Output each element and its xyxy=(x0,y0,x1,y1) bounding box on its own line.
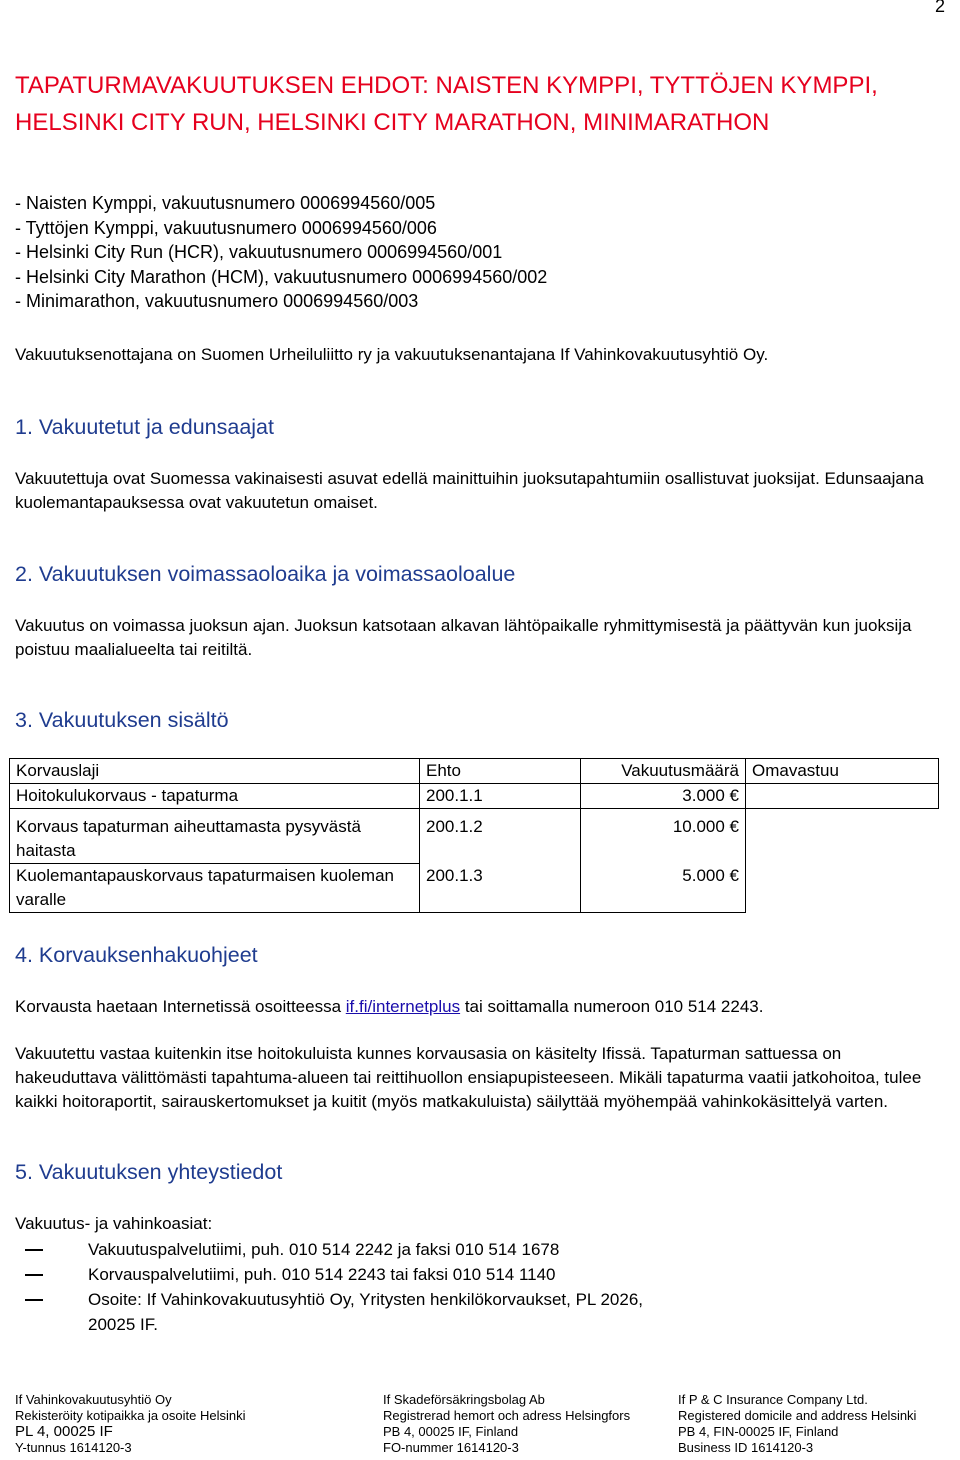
footer-line: PB 4, FIN-00025 IF, Finland xyxy=(678,1424,839,1439)
section-5-intro: Vakuutus- ja vahinkoasiat: xyxy=(15,1214,213,1233)
policy-item: - Helsinki City Marathon (HCM), vakuutusnumero 0006994560/002 xyxy=(15,266,548,287)
cell-amount: 3.000 € xyxy=(581,784,746,809)
coverage-table xyxy=(9,758,939,913)
footer-line: PL 4, 00025 IF xyxy=(15,1423,113,1440)
contact-text: Osoite: If Vahinkovakuutusyhtiö Oy, Yritysten henkilökorvaukset, PL 2026, 20025 IF. xyxy=(88,1290,643,1334)
dash-bullet-icon xyxy=(25,1274,43,1276)
section-2-heading: 2. Vakuutuksen voimassaoloaika ja voimassaoloalue xyxy=(15,562,516,586)
header-omavastuu: Omavastuu xyxy=(746,759,939,784)
section-3-heading: 3. Vakuutuksen sisältö xyxy=(15,708,229,732)
dash-bullet-icon xyxy=(25,1299,43,1301)
cell-type: Kuolemantapauskorvaus tapaturmaisen kuoleman varalle xyxy=(10,864,420,913)
header-vakuutusmaara: Vakuutusmäärä xyxy=(581,759,746,784)
footer-line: Y-tunnus 1614120-3 xyxy=(15,1440,132,1455)
cell-type: Korvaus tapaturman aiheuttamasta pysyvästä haitasta xyxy=(10,815,420,864)
cell-deductible xyxy=(746,784,939,809)
internetplus-link[interactable]: if.fi/internetplus xyxy=(345,997,461,1016)
section-2-text: Vakuutus on voimassa juoksun ajan. Juoksun katsotaan alkavan lähtöpaikalle ryhmittymisestä ja päättyvän kun juoksija poistuu maalialueelta tai reitiltä. xyxy=(15,616,912,659)
policy-item: - Tyttöjen Kymppi, vakuutusnumero 0006994560/006 xyxy=(15,217,437,238)
header-ehto: Ehto xyxy=(420,759,581,784)
page-number: 2 xyxy=(935,0,946,16)
table-row xyxy=(10,815,939,864)
cell-amount: 5.000 € xyxy=(581,864,746,913)
footer-column-sv xyxy=(383,1392,630,1456)
insurer-paragraph: Vakuutuksenottajana on Suomen Urheiluliitto ry ja vakuutuksenantajana If Vahinkovakuutusyhtiö Oy. xyxy=(15,345,769,364)
text: Korvausta haetaan Internetissä osoitteessa xyxy=(15,997,346,1016)
footer-line: If P & C Insurance Company Ltd. xyxy=(678,1392,868,1407)
contact-list xyxy=(15,1237,688,1337)
policy-item: - Minimarathon, vakuutusnumero 0006994560/003 xyxy=(15,291,419,312)
dash-bullet-icon xyxy=(25,1249,43,1251)
contact-text: Korvauspalvelutiimi, puh. 010 514 2243 tai faksi 010 514 1140 xyxy=(88,1265,556,1284)
footer-line: Rekisteröity kotipaikka ja osoite Helsinki xyxy=(15,1408,246,1423)
section-5-heading: 5. Vakuutuksen yhteystiedot xyxy=(15,1160,283,1184)
footer-line: Registered domicile and address Helsinki xyxy=(678,1408,917,1423)
cell-deductible xyxy=(746,864,939,913)
contact-text: Vakuutuspalvelutiimi, puh. 010 514 2242 ja faksi 010 514 1678 xyxy=(88,1240,560,1259)
list-item xyxy=(15,1287,688,1337)
section-4-paragraph-1 xyxy=(15,995,945,1019)
list-item xyxy=(15,1237,688,1262)
table-row xyxy=(10,864,939,913)
cell-term: 200.1.2 xyxy=(420,815,581,864)
footer-line: If Vahinkovakuutusyhtiö Oy xyxy=(15,1392,172,1407)
text: tai soittamalla numeroon 010 514 2243. xyxy=(460,997,764,1016)
footer-line: Business ID 1614120-3 xyxy=(678,1440,814,1455)
policy-item: - Naisten Kymppi, vakuutusnumero 0006994560/005 xyxy=(15,193,436,213)
footer-line: If Skadeförsäkringsbolag Ab xyxy=(383,1392,545,1407)
footer-line: Registrerad hemort och adress Helsingfors xyxy=(383,1408,631,1423)
cell-deductible xyxy=(746,815,939,864)
header-korvauslaji: Korvauslaji xyxy=(10,759,420,784)
cell-amount: 10.000 € xyxy=(581,815,746,864)
footer-line: FO-nummer 1614120-3 xyxy=(383,1440,519,1455)
cell-term: 200.1.1 xyxy=(420,784,581,809)
footer-column-en xyxy=(678,1392,916,1456)
policy-list xyxy=(15,191,547,314)
page-title: TAPATURMAVAKUUTUKSEN EHDOT: NAISTEN KYMPPI, TYTTÖJEN KYMPPI, HELSINKI CITY RUN, HELSINKI CITY MARATHON, MINIMARATHON xyxy=(15,72,878,136)
cell-type: Hoitokulukorvaus - tapaturma xyxy=(10,784,420,809)
section-4-heading: 4. Korvauksenhakuohjeet xyxy=(15,943,258,967)
policy-item: - Helsinki City Run (HCR), vakuutusnumero 0006994560/001 xyxy=(15,242,503,263)
list-item xyxy=(15,1262,688,1287)
footer-column-fi xyxy=(15,1392,245,1456)
section-1-heading: 1. Vakuutetut ja edunsaajat xyxy=(15,415,274,439)
cell-term: 200.1.3 xyxy=(420,864,581,913)
section-4-paragraph-2: Vakuutettu vastaa kuitenkin itse hoitokuluista kunnes korvausasia on käsitelty Ifissä. Tapaturman sattuessa on hakeuduttava välittömästi tapahtuma-alueen tai reittihuollon ensiapupisteeseen. Mikäli tapaturma vaatii jatkohoitoa, tulee kaikki hoitoraportit, sairauskertomukset ja kuitit (myös matkakuluista) säilyttää myöhempää vahinkokäsittelyä varten. xyxy=(15,1044,922,1111)
section-1-text: Vakuutettuja ovat Suomessa vakinaisesti asuvat edellä mainittuihin juoksutapahtumiin osallistuvat juoksijat. Edunsaajana kuolemantapauksessa ovat vakuutetun omaiset. xyxy=(15,469,924,512)
table-row xyxy=(10,784,939,809)
footer-line: PB 4, 00025 IF, Finland xyxy=(383,1424,519,1439)
table-header-row xyxy=(10,759,939,784)
